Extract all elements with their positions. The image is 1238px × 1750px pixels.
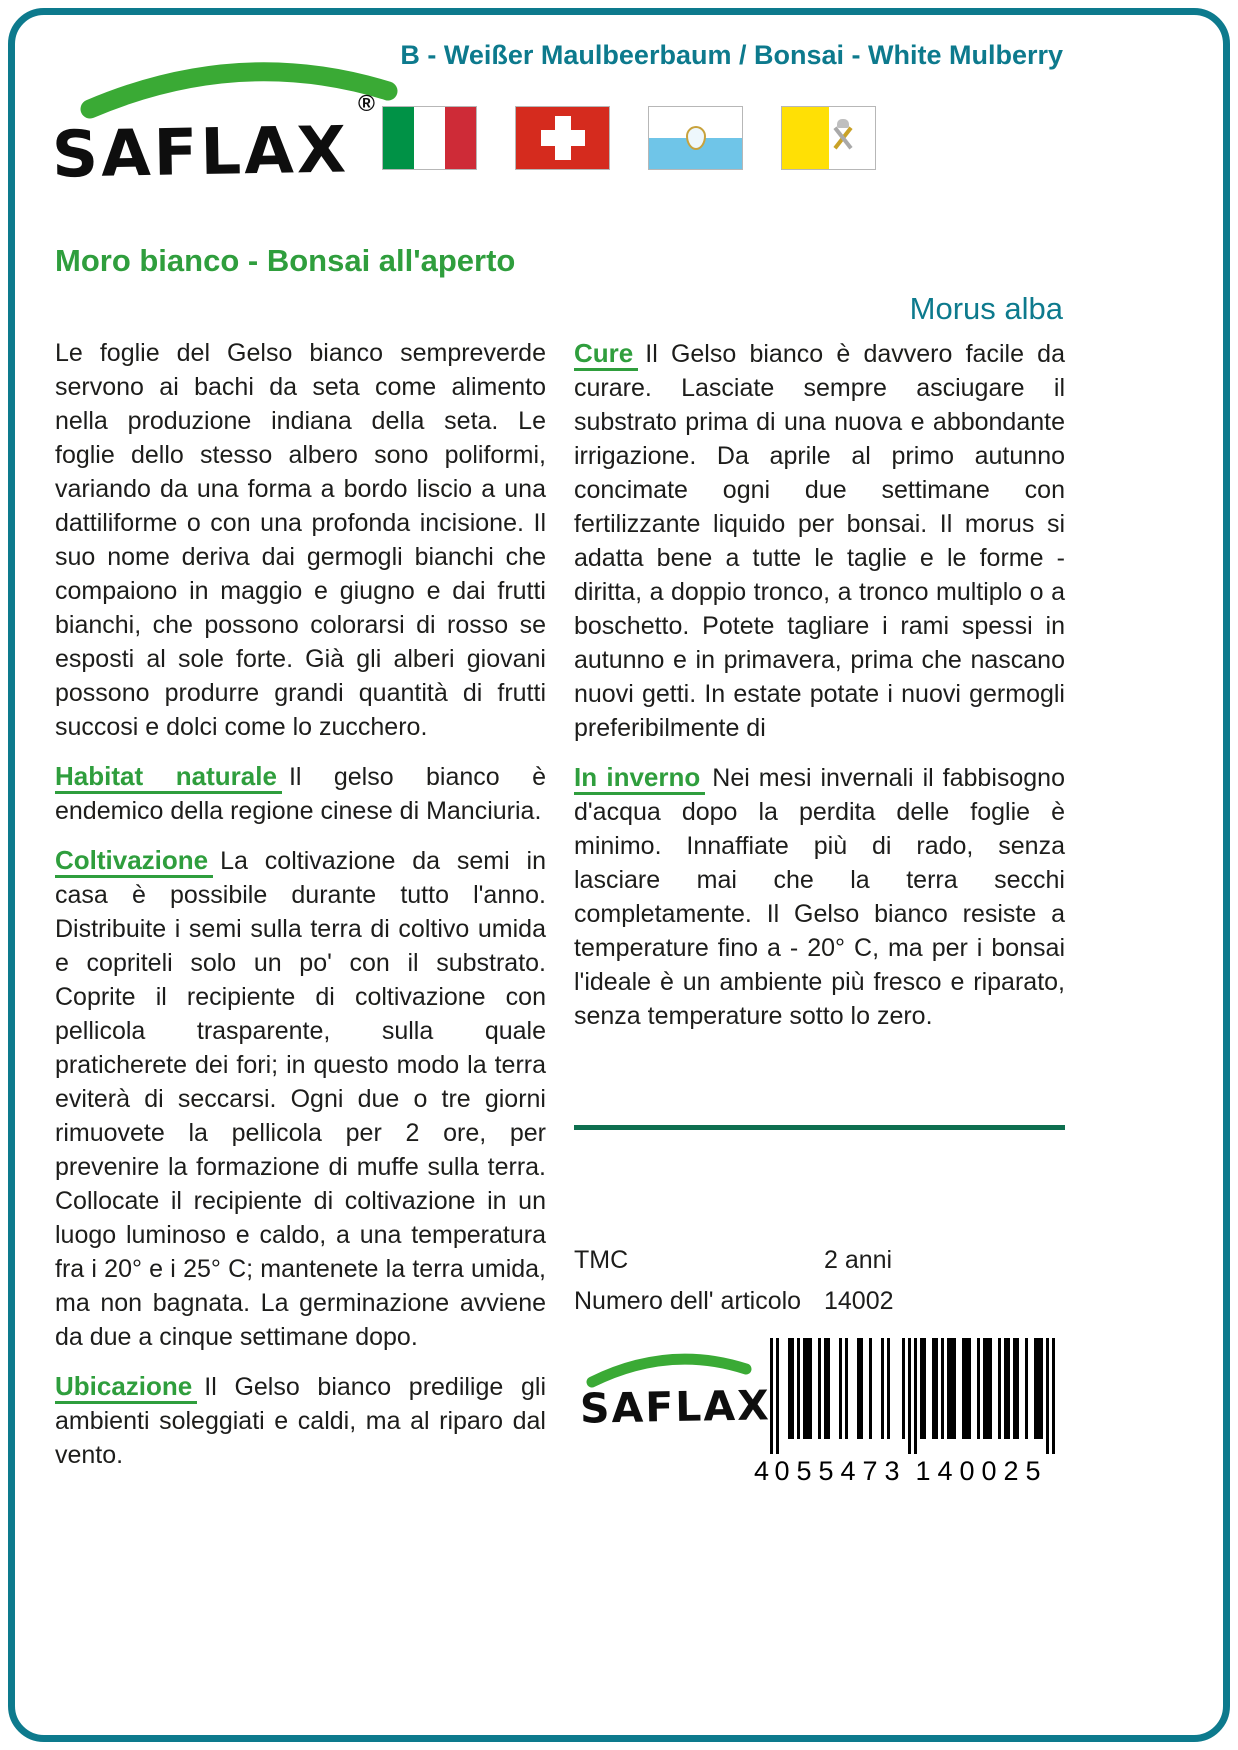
section-cure [574,336,1065,745]
saflax-logo [50,40,395,200]
section-heading: Coltivazione [55,845,213,878]
left-column [55,336,546,1497]
detail-row-tmc [574,1240,1065,1281]
section-text: Nei mesi invernali il fabbisogno d'acqua dopo la perdita delle foglie è minimo. Innaffiate più di rado, senza lasciare mai che la terra secchi completamente. Il Gelso bianco resiste a temperature fino a - 20° C, ma per i bonsai l'ideale è un ambiente più fresco e riparato, senza temperature sotto lo zero. [574,764,1065,1030]
detail-label: TMC [574,1246,629,1274]
section-text: Il gelso bianco è endemico della regione cinese di Manciuria. [55,763,546,825]
ean13-barcode [754,1338,1065,1497]
brand-wordmark: SAFLAX [579,1381,772,1433]
svg-text:140025: 140025 [915,1456,1048,1486]
saflax-logo-small [579,1338,772,1488]
intro-paragraph: Le foglie del Gelso bianco sempreverde servono ai bachi da seta come alimento nella produzione indiana della seta. Le foglie dello stesso albero sono poliformi, variando da una forma a bordo liscio a una dattiliforme o con una profonda incisione. Il suo nome deriva dai germogli bianchi che compaiono in maggio e giugno e dai frutti bianchi, che possono colorarsi di rosso se esposti al sole forte. Già gli alberi giovani possono produrre grandi quantità di frutti succosi e dolci come lo zucchero. [55,339,546,741]
section-ubicazione [55,1369,546,1472]
section-heading: In inverno [574,762,705,795]
product-code-label: B - Weißer Maulbeerbaum / Bonsai - White Mulberry [400,40,1063,70]
separator-line [574,1125,1065,1130]
right-column [574,336,1065,1497]
section-heading: Habitat naturale [55,761,282,794]
footer-row [574,1338,1065,1497]
flag-italy-icon [382,106,477,170]
flags-row [382,106,876,170]
svg-text:055473: 055473 [774,1456,907,1486]
section-heading: Cure [574,338,638,371]
flag-switzerland-icon [515,106,610,170]
section-in-inverno [574,760,1065,1033]
flag-san-marino-icon [648,106,743,170]
detail-row-article-number [574,1281,1065,1322]
detail-label: Numero dell' articolo [574,1287,802,1315]
detail-value: 2 anni [824,1246,893,1274]
detail-value: 14002 [824,1287,894,1315]
section-text: Il Gelso bianco predilige gli ambienti soleggiati e caldi, ma al riparo dal vento. [55,1373,546,1469]
svg-text:4: 4 [754,1456,777,1486]
product-details [574,1240,1065,1322]
section-habitat-naturale [55,759,546,828]
text-columns [55,336,1065,1497]
page-title: Moro bianco - Bonsai all'aperto [55,243,516,278]
registered-trademark-symbol: ® [358,90,375,116]
flag-vatican-city-icon [781,106,876,170]
latin-name: Morus alba [909,291,1063,326]
section-heading: Ubicazione [55,1371,197,1404]
section-text: Il Gelso bianco è davvero facile da curare. Lasciate sempre asciugare il substrato prima di una nuova e abbondante irrigazione. Da aprile al primo autunno concimate ogni due settimane con fertilizzante liquido per bonsai. Il morus si adatta bene a tutte le taglie e le forme - diritta, a doppio tronco, a tronco multiplo o a boschetto. Potete tagliare i rami spessi in autunno e in primavera, prima che nascano nuovi getti. In estate potate i nuovi germogli preferibilmente di [574,340,1065,742]
section-text: La coltivazione da semi in casa è possibile durante tutto l'anno. Distribuite i semi sulla terra di coltivo umida e copriteli solo un po' con il substrato. Coprite il recipiente di coltivazione con pellicola trasparente, sulla quale praticherete dei fori; in questo modo la terra eviterà di seccarsi. Ogni due o tre giorni rimuovete la pellicola per 2 ore, per prevenire la formazione di muffe sulla terra. Collocate il recipiente di coltivazione in un luogo luminoso e caldo, a una temperatura fra i 20° e i 25° C; mantenete la terra umida, ma non bagnata. La germinazione avviene da due a cinque settimane dopo. [55,847,546,1351]
brand-wordmark: SAFLAX [51,113,350,193]
section-coltivazione [55,843,546,1354]
